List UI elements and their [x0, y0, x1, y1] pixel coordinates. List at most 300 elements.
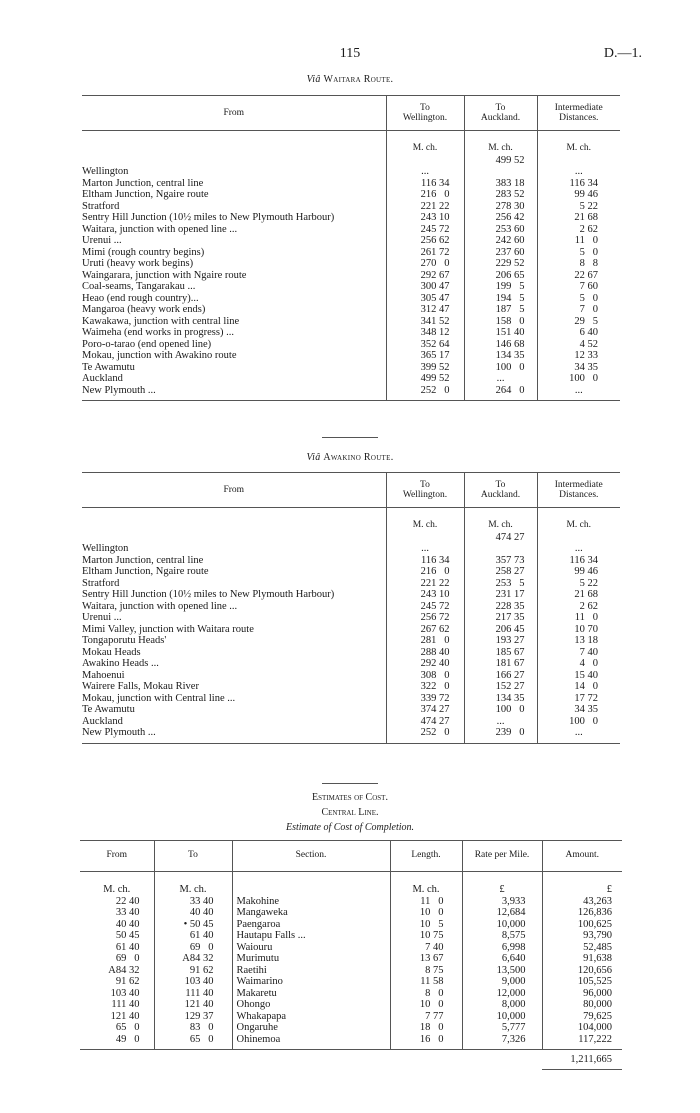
waitara-row-intermediate: 100 0	[537, 373, 620, 385]
awakino-row-intermediate: 17 72	[537, 693, 620, 705]
waitara-row-intermediate: 116 34	[537, 178, 620, 190]
estimates-row-rate: 10,000	[462, 919, 542, 931]
awakino-row-from: Mimi Valley, junction with Waitara route	[82, 623, 254, 635]
awakino-row-to-wellington: 322 0	[386, 681, 464, 693]
waitara-row-from: Uruti (heavy work begins)	[82, 258, 194, 269]
estimates-subtitle: Central Line.	[321, 807, 379, 818]
waitara-row-intermediate: 22 67	[537, 270, 620, 282]
estimates-row-to: 129 37	[154, 1011, 232, 1023]
waitara-row-intermediate: ...	[537, 385, 620, 401]
estimates-row-from: 40 40	[115, 918, 140, 930]
estimates-row-amount: 79,625	[542, 1011, 622, 1023]
awakino-route-row	[82, 716, 620, 728]
awakino-row-intermediate: 11 0	[537, 612, 620, 624]
estimates-row-rate: 13,500	[462, 965, 542, 977]
estimates-row-length: 11 0	[390, 896, 462, 908]
waitara-row-to-auckland: 283 52	[464, 189, 537, 201]
waitara-row-to-wellington: 116 34	[386, 178, 464, 190]
awakino-route-row	[82, 578, 620, 590]
estimates-total-row	[80, 1050, 622, 1070]
awakino-row-to-wellington: ...	[386, 543, 464, 555]
waitara-row-to-auckland: 146 68	[464, 339, 537, 351]
estimates-row	[80, 907, 622, 919]
waitara-row-from: Heao (end rough country)...	[82, 292, 199, 304]
waitara-row-to-wellington: 300 47	[386, 281, 464, 293]
awakino-row-to-wellington: 256 72	[386, 612, 464, 624]
waitara-route-row	[82, 281, 620, 293]
waitara-route-row	[82, 385, 620, 401]
estimates-row-from: 61 40	[115, 941, 140, 953]
estimates-row-to: 103 40	[154, 976, 232, 988]
waitara-row-intermediate: ...	[537, 166, 620, 178]
waitara-row-to-auckland: 264 0	[464, 385, 537, 401]
waitara-row-to-auckland: 151 40	[464, 327, 537, 339]
waitara-row-to-auckland: 194 5	[464, 293, 537, 305]
estimates-row-length: 11 58	[390, 976, 462, 988]
estimates-total: 1,211,665	[542, 1050, 622, 1070]
waitara-route-row	[82, 350, 620, 362]
estimates-unit-to: M. ch.	[154, 872, 232, 896]
section-divider	[322, 437, 378, 438]
waitara-row-to-wellington: 348 12	[386, 327, 464, 339]
waitara-row-to-auckland: 187 5	[464, 304, 537, 316]
awakino-row-from: Waitara, junction with opened line ...	[82, 600, 238, 612]
awakino-row-from: Awakino Heads ...	[82, 658, 159, 669]
estimates-row-section: Raetihi	[232, 965, 390, 977]
estimates-row-section: Waiouru	[232, 942, 390, 954]
awakino-route-row	[82, 589, 620, 601]
estimates-row	[80, 930, 622, 942]
waitara-row-from: Urenui ...	[82, 235, 122, 246]
awakino-row-from: Wellington	[82, 543, 129, 554]
awakino-header-intermediate: Intermediate Distances.	[537, 473, 620, 508]
estimates-row-section: Ohongo	[232, 999, 390, 1011]
waitara-row-to-auckland: 199 5	[464, 281, 537, 293]
awakino-row-to-wellington: 281 0	[386, 635, 464, 647]
awakino-row-to-auckland: 217 35	[464, 612, 537, 624]
estimates-row-from: 111 40	[111, 999, 140, 1010]
waitara-row-to-wellington: 245 72	[386, 224, 464, 236]
waitara-row-to-auckland	[464, 166, 537, 178]
waitara-route-row	[82, 373, 620, 385]
awakino-row-intermediate: 14 0	[537, 681, 620, 693]
awakino-row-intermediate: 21 68	[537, 589, 620, 601]
awakino-row-to-auckland: 185 67	[464, 647, 537, 659]
waitara-row-intermediate: 34 35	[537, 362, 620, 374]
waitara-row-intermediate: 5 0	[537, 247, 620, 259]
estimates-row-from: 33 40	[115, 907, 140, 918]
awakino-row-intermediate: 4 0	[537, 658, 620, 670]
awakino-row-to-auckland: 193 27	[464, 635, 537, 647]
awakino-header-from: From	[82, 473, 386, 508]
estimates-row-length: 18 0	[390, 1022, 462, 1034]
estimates-header-length: Length.	[390, 841, 462, 872]
estimates-row	[80, 976, 622, 988]
awakino-row-to-wellington: 339 72	[386, 693, 464, 705]
awakino-route-table	[82, 472, 620, 744]
awakino-row-from: Mokau Heads	[82, 646, 141, 658]
waitara-row-from: Coal-seams, Tangarakau ...	[82, 281, 196, 292]
waitara-row-to-wellington: 499 52	[386, 373, 464, 385]
estimates-row-rate: 12,684	[462, 907, 542, 919]
document-reference: D.—1.	[603, 46, 642, 61]
awakino-row-intermediate: 15 40	[537, 670, 620, 682]
estimates-row-from: 22 40	[115, 895, 140, 907]
waitara-title-via: Viâ	[306, 74, 321, 85]
awakino-row-from: New Plymouth ...	[82, 727, 386, 743]
estimates-row-section: Hautapu Falls ...	[232, 930, 390, 942]
awakino-route-row	[82, 670, 620, 682]
awakino-row-to-auckland: 152 27	[464, 681, 537, 693]
awakino-row-from: Stratford	[82, 577, 120, 589]
estimates-row-section: Mangaweka	[232, 907, 390, 919]
waitara-header-to-auckland: To Auckland.	[464, 96, 537, 131]
estimates-row-amount: 52,485	[542, 942, 622, 954]
estimates-row-section: Makohine	[232, 896, 390, 908]
waitara-row-to-wellington: 216 0	[386, 189, 464, 201]
estimates-row-to: 33 40	[154, 896, 232, 908]
waitara-route-row	[82, 212, 620, 224]
estimates-row-amount: 105,525	[542, 976, 622, 988]
waitara-route-row	[82, 189, 620, 201]
awakino-route-row	[82, 693, 620, 705]
estimates-header-amount: Amount.	[542, 841, 622, 872]
awakino-row-intermediate: 34 35	[537, 704, 620, 716]
waitara-route-row	[82, 316, 620, 328]
waitara-row-from: Te Awamutu	[82, 361, 135, 373]
awakino-route-title	[0, 452, 700, 463]
estimates-row-from: 91 62	[115, 976, 140, 987]
estimates-row-rate: 6,998	[462, 942, 542, 954]
waitara-title-rest: Waitara Route.	[323, 74, 394, 85]
estimates-row-length: 7 77	[390, 1011, 462, 1023]
waitara-route-row	[82, 270, 620, 282]
estimates-row-section: Paengaroa	[232, 919, 390, 931]
waitara-row-to-wellington: 352 64	[386, 339, 464, 351]
awakino-row-from: Tongaporutu Heads'	[82, 635, 167, 646]
awakino-row-intermediate: 116 34	[537, 555, 620, 567]
estimates-row-rate: 10,000	[462, 1011, 542, 1023]
estimates-unit-length: M. ch.	[390, 872, 462, 896]
page-number: 115	[339, 46, 361, 61]
waitara-row-to-wellington: 221 22	[386, 201, 464, 213]
waitara-row-from: Sentry Hill Junction (10½ miles to New Plymouth Harbour)	[82, 212, 335, 223]
awakino-row-to-auckland: 239 0	[464, 727, 537, 743]
section-divider	[322, 783, 378, 784]
waitara-route-row	[82, 258, 620, 270]
estimates-row-rate: 8,000	[462, 999, 542, 1011]
estimates-caption: Estimate of Cost of Completion.	[285, 822, 415, 833]
awakino-row-to-auckland: 134 35	[464, 693, 537, 705]
waitara-row-from: Marton Junction, central line	[82, 177, 204, 189]
awakino-header-to-wellington: To Wellington.	[386, 473, 464, 508]
waitara-row-to-wellington: 305 47	[386, 293, 464, 305]
awakino-row-intermediate: 7 40	[537, 647, 620, 659]
waitara-unit-intermediate: M. ch.	[537, 131, 620, 155]
awakino-row-from: Mahoenui	[82, 669, 125, 681]
estimates-row-amount: 91,638	[542, 953, 622, 965]
waitara-route-row	[82, 339, 620, 351]
awakino-row-to-wellington: 267 62	[386, 624, 464, 636]
awakino-row-to-wellington: 216 0	[386, 566, 464, 578]
waitara-header-intermediate: Intermediate Distances.	[537, 96, 620, 131]
awakino-route-row	[82, 727, 620, 743]
waitara-first-auckland: 499 52	[464, 155, 537, 167]
estimates-row-section: Waimarino	[232, 976, 390, 988]
awakino-row-from: Urenui ...	[82, 612, 122, 623]
estimates-table	[80, 840, 622, 1070]
waitara-row-intermediate: 11 0	[537, 235, 620, 247]
waitara-route-table	[82, 95, 620, 401]
waitara-row-to-auckland: 134 35	[464, 350, 537, 362]
awakino-row-to-wellington: 288 40	[386, 647, 464, 659]
awakino-title-via: Viâ	[306, 452, 321, 463]
estimates-row-amount: 126,836	[542, 907, 622, 919]
waitara-unit-wellington: M. ch.	[386, 131, 464, 155]
estimates-row-length: 8 0	[390, 988, 462, 1000]
waitara-row-to-auckland: 206 65	[464, 270, 537, 282]
waitara-row-intermediate: 12 33	[537, 350, 620, 362]
estimates-row	[80, 1034, 622, 1050]
waitara-row-intermediate: 5 0	[537, 293, 620, 305]
awakino-row-to-wellington: 308 0	[386, 670, 464, 682]
estimates-row-to: 121 40	[154, 999, 232, 1011]
awakino-row-from: Marton Junction, central line	[82, 554, 204, 566]
awakino-row-from: Auckland	[82, 715, 123, 727]
waitara-row-to-auckland: 278 30	[464, 201, 537, 213]
waitara-row-to-wellington: 256 62	[386, 235, 464, 247]
waitara-row-to-wellington: ...	[386, 166, 464, 178]
estimates-row-to: 91 62	[154, 965, 232, 977]
estimates-unit-from: M. ch.	[103, 884, 131, 895]
awakino-unit-intermediate: M. ch.	[537, 508, 620, 532]
waitara-route-row	[82, 201, 620, 213]
waitara-row-to-wellington: 261 72	[386, 247, 464, 259]
waitara-row-from: Mangaroa (heavy work ends)	[82, 304, 206, 315]
waitara-row-from: Poro-o-tarao (end opened line)	[82, 338, 212, 350]
waitara-row-intermediate: 8 8	[537, 258, 620, 270]
awakino-row-to-auckland: 166 27	[464, 670, 537, 682]
awakino-row-to-auckland: 258 27	[464, 566, 537, 578]
estimates-unit-rate: £	[462, 872, 542, 896]
awakino-row-from: Sentry Hill Junction (10½ miles to New Plymouth Harbour)	[82, 589, 335, 600]
estimates-row-from: 121 40	[110, 1010, 140, 1022]
awakino-row-from: Te Awamutu	[82, 704, 135, 715]
waitara-row-intermediate: 6 40	[537, 327, 620, 339]
awakino-row-from: Mokau, junction with Central line ...	[82, 692, 236, 704]
waitara-row-to-auckland: 383 18	[464, 178, 537, 190]
waitara-row-from: Eltham Junction, Ngaire route	[82, 189, 209, 200]
estimates-row-amount: 104,000	[542, 1022, 622, 1034]
estimates-row-section: Ohinemoa	[232, 1034, 390, 1050]
awakino-route-row	[82, 647, 620, 659]
awakino-row-to-auckland	[464, 543, 537, 555]
estimates-row-rate: 5,777	[462, 1022, 542, 1034]
estimates-row-from: 50 45	[115, 930, 140, 941]
awakino-header-to-auckland: To Auckland.	[464, 473, 537, 508]
awakino-row-to-auckland: ...	[464, 716, 537, 728]
awakino-route-row	[82, 555, 620, 567]
awakino-title-rest: Awakino Route.	[323, 452, 394, 463]
waitara-row-from: Mimi (rough country begins)	[82, 246, 205, 258]
waitara-row-to-wellington: 399 52	[386, 362, 464, 374]
estimates-row-length: 10 5	[390, 919, 462, 931]
estimates-row-to: 69 0	[154, 942, 232, 954]
waitara-row-to-auckland: 242 60	[464, 235, 537, 247]
waitara-route-row	[82, 166, 620, 178]
estimates-row-length: 7 40	[390, 942, 462, 954]
waitara-row-to-auckland: 256 42	[464, 212, 537, 224]
waitara-row-intermediate: 2 62	[537, 224, 620, 236]
awakino-row-intermediate: 100 0	[537, 716, 620, 728]
waitara-header-to-wellington: To Wellington.	[386, 96, 464, 131]
awakino-row-intermediate: 10 70	[537, 624, 620, 636]
waitara-row-to-wellington: 365 17	[386, 350, 464, 362]
waitara-row-intermediate: 7 0	[537, 304, 620, 316]
estimates-row-section: Murimutu	[232, 953, 390, 965]
waitara-row-from: Mokau, junction with Awakino route	[82, 350, 237, 361]
estimates-row	[80, 999, 622, 1011]
estimates-row-rate: 12,000	[462, 988, 542, 1000]
awakino-unit-wellington: M. ch.	[386, 508, 464, 532]
estimates-row-from: 49 0	[80, 1034, 154, 1050]
waitara-unit-auckland: M. ch.	[464, 131, 537, 155]
estimates-unit-amount: £	[542, 872, 622, 896]
estimates-row-length: 8 75	[390, 965, 462, 977]
awakino-route-row	[82, 658, 620, 670]
estimates-row-from: 65 0	[115, 1022, 140, 1033]
estimates-row-to: • 50 45	[154, 919, 232, 931]
awakino-route-row	[82, 612, 620, 624]
estimates-row-length: 10 0	[390, 999, 462, 1011]
estimates-row-rate: 6,640	[462, 953, 542, 965]
awakino-route-row	[82, 543, 620, 555]
waitara-route-row	[82, 327, 620, 339]
awakino-row-to-auckland: 228 35	[464, 601, 537, 613]
estimates-row	[80, 896, 622, 908]
estimates-row	[80, 919, 622, 931]
estimates-row-amount: 80,000	[542, 999, 622, 1011]
estimates-title: Estimates of Cost.	[312, 792, 388, 803]
estimates-row-amount: 93,790	[542, 930, 622, 942]
waitara-row-to-auckland: 229 52	[464, 258, 537, 270]
waitara-route-row	[82, 235, 620, 247]
estimates-row-length: 10 0	[390, 907, 462, 919]
estimates-header-from: From	[80, 841, 154, 872]
waitara-route-row	[82, 293, 620, 305]
estimates-row-amount: 100,625	[542, 919, 622, 931]
estimates-row	[80, 953, 622, 965]
waitara-row-from: Waimeha (end works in progress) ...	[82, 327, 234, 338]
waitara-route-row	[82, 304, 620, 316]
estimates-row	[80, 1011, 622, 1023]
waitara-route-row	[82, 178, 620, 190]
waitara-row-intermediate: 99 46	[537, 189, 620, 201]
waitara-row-from: New Plymouth ...	[82, 385, 386, 401]
awakino-row-to-auckland: 253 5	[464, 578, 537, 590]
awakino-row-from: Wairere Falls, Mokau River	[82, 681, 199, 692]
waitara-row-intermediate: 29 5	[537, 316, 620, 328]
estimates-row	[80, 988, 622, 1000]
estimates-row-section: Whakapapa	[232, 1011, 390, 1023]
estimates-row-amount: 120,656	[542, 965, 622, 977]
waitara-row-to-auckland: 100 0	[464, 362, 537, 374]
estimates-row-from: A84 32	[108, 964, 140, 976]
estimates-header-to: To	[154, 841, 232, 872]
waitara-row-to-auckland: 158 0	[464, 316, 537, 328]
waitara-row-intermediate: 21 68	[537, 212, 620, 224]
waitara-row-to-wellington: 312 47	[386, 304, 464, 316]
awakino-row-to-auckland: 206 45	[464, 624, 537, 636]
estimates-row-section: Makaretu	[232, 988, 390, 1000]
awakino-row-intermediate: ...	[537, 543, 620, 555]
estimates-row-rate: 8,575	[462, 930, 542, 942]
waitara-route-row	[82, 247, 620, 259]
waitara-row-to-auckland: ...	[464, 373, 537, 385]
estimates-row-length: 13 67	[390, 953, 462, 965]
waitara-header-from: From	[82, 96, 386, 131]
estimates-row	[80, 942, 622, 954]
estimates-row-from: 103 40	[110, 987, 140, 999]
awakino-unit-auckland: M. ch.	[464, 508, 537, 532]
waitara-route-title	[0, 74, 700, 85]
estimates-row-rate: 3,933	[462, 896, 542, 908]
awakino-row-to-wellington: 374 27	[386, 704, 464, 716]
awakino-row-to-auckland: 231 17	[464, 589, 537, 601]
awakino-row-to-wellington: 292 40	[386, 658, 464, 670]
awakino-row-intermediate: ...	[537, 727, 620, 743]
awakino-row-to-auckland: 100 0	[464, 704, 537, 716]
awakino-row-intermediate: 13 18	[537, 635, 620, 647]
waitara-row-to-wellington: 252 0	[386, 385, 464, 401]
estimates-row-length: 16 0	[390, 1034, 462, 1050]
awakino-row-intermediate: 99 46	[537, 566, 620, 578]
estimates-row-amount: 96,000	[542, 988, 622, 1000]
waitara-row-to-wellington: 270 0	[386, 258, 464, 270]
awakino-row-to-auckland: 357 73	[464, 555, 537, 567]
awakino-route-row	[82, 566, 620, 578]
awakino-route-row	[82, 704, 620, 716]
waitara-row-to-wellington: 292 67	[386, 270, 464, 282]
estimates-row-to: 83 0	[154, 1022, 232, 1034]
awakino-first-auckland: 474 27	[464, 532, 537, 544]
estimates-row-to: 61 40	[154, 930, 232, 942]
awakino-route-row	[82, 635, 620, 647]
awakino-row-to-wellington: 474 27	[386, 716, 464, 728]
waitara-row-to-auckland: 253 60	[464, 224, 537, 236]
awakino-row-to-auckland: 181 67	[464, 658, 537, 670]
awakino-route-row	[82, 624, 620, 636]
waitara-row-from: Wellington	[82, 166, 129, 177]
waitara-route-row	[82, 224, 620, 236]
waitara-row-to-wellington: 243 10	[386, 212, 464, 224]
estimates-row-rate: 7,326	[462, 1034, 542, 1050]
estimates-row-to: 111 40	[154, 988, 232, 1000]
waitara-row-intermediate: 4 52	[537, 339, 620, 351]
awakino-row-to-wellington: 116 34	[386, 555, 464, 567]
awakino-row-to-wellington: 221 22	[386, 578, 464, 590]
estimates-row-to: 40 40	[154, 907, 232, 919]
awakino-route-row	[82, 681, 620, 693]
waitara-row-intermediate: 7 60	[537, 281, 620, 293]
estimates-header-rate: Rate per Mile.	[462, 841, 542, 872]
waitara-route-row	[82, 362, 620, 374]
estimates-row-rate: 9,000	[462, 976, 542, 988]
estimates-row-amount: 117,222	[542, 1034, 622, 1050]
estimates-row-length: 10 75	[390, 930, 462, 942]
estimates-header-section: Section.	[232, 841, 390, 872]
awakino-row-intermediate: 2 62	[537, 601, 620, 613]
